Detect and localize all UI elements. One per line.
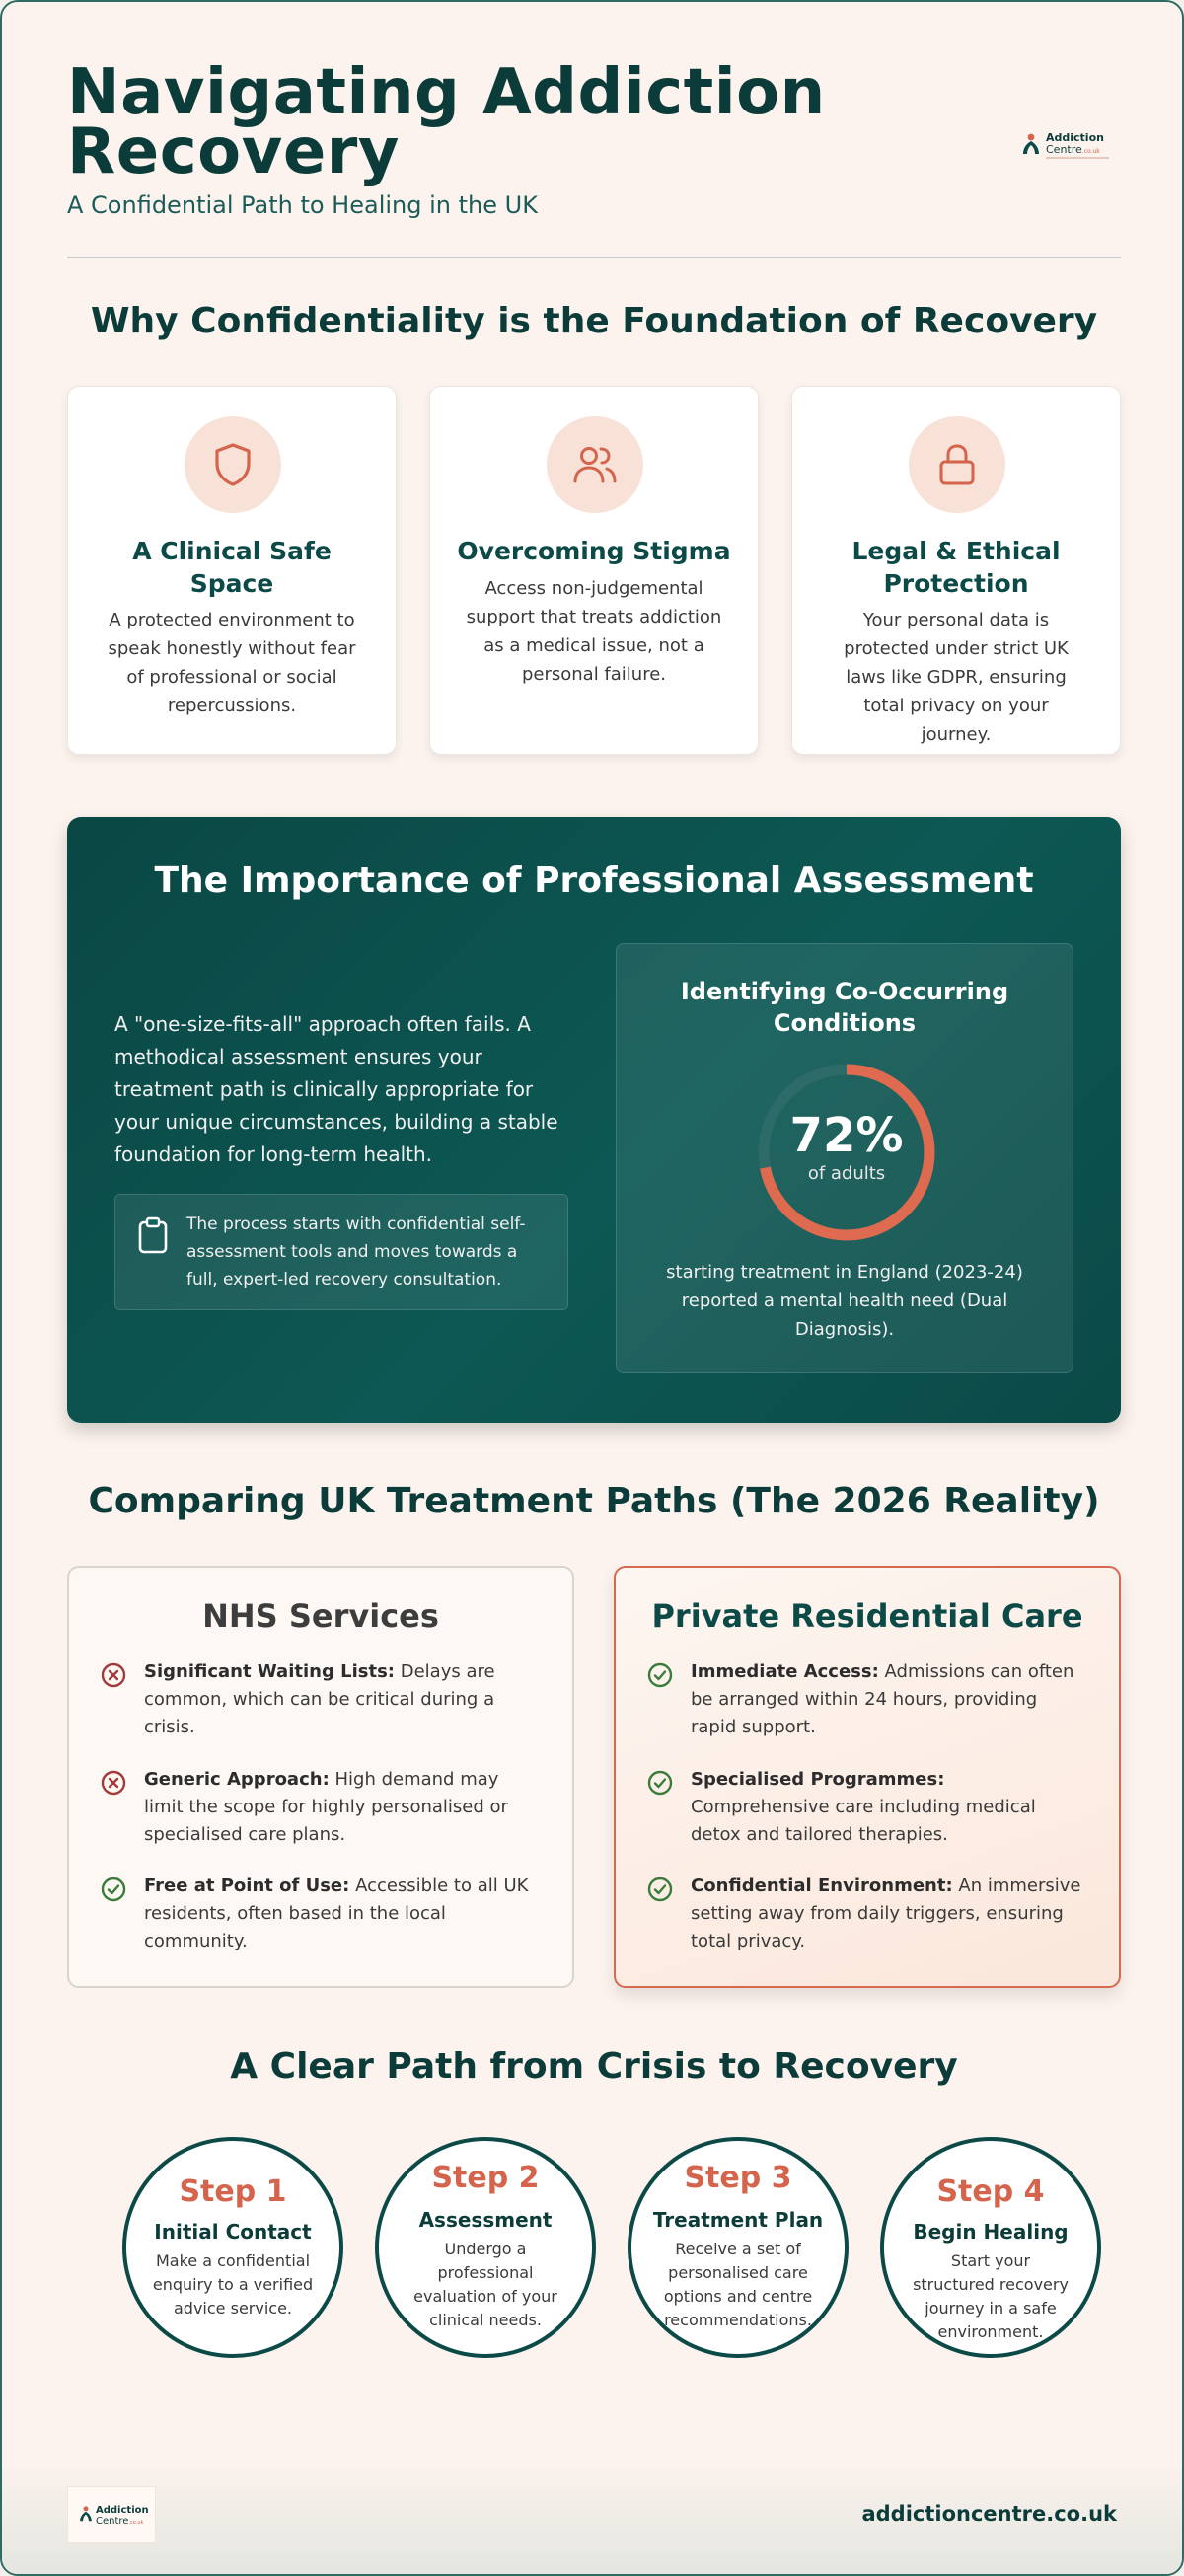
assessment-panel xyxy=(67,817,1121,1423)
card-title: A Clinical Safe Space xyxy=(132,537,332,598)
card-icon-circle xyxy=(909,416,1005,513)
brand-logo[interactable] xyxy=(1020,128,1115,162)
step-3 xyxy=(628,2137,849,2358)
users-icon xyxy=(570,440,620,489)
nhs-item-text: Free at Point of Use: Accessible to all UK residents, often based in the local community. xyxy=(144,1876,529,1951)
step-2 xyxy=(375,2137,596,2358)
card-overcoming-stigma xyxy=(429,386,759,755)
step-text: Start your structured recovery journey in a safe environment. xyxy=(913,2251,1069,2341)
card-legal-ethical-protection xyxy=(791,386,1121,755)
step-text: Make a confidential enquiry to a verified advice service. xyxy=(152,2251,314,2318)
step-title: Begin Healing xyxy=(913,2220,1069,2244)
confidentiality-cards xyxy=(67,386,1121,755)
cross-icon xyxy=(101,1770,126,1796)
step-4 xyxy=(880,2137,1101,2358)
card-text: A protected environment to speak honestly without fear of professional or social repercussions. xyxy=(108,610,356,716)
nhs-item-text: Generic Approach: High demand may limit the scope for highly personalised or specialised care plans. xyxy=(144,1769,508,1845)
step-number: Step 1 xyxy=(179,2174,287,2209)
assessment-paragraph: A "one-size-fits-all" approach often fails. A methodical assessment ensures your treatment path is clinically appropriate for your unique circumstances, building a stable foundation for long-term health. xyxy=(114,1012,558,1166)
check-icon xyxy=(647,1877,673,1902)
card-title: Overcoming Stigma xyxy=(457,537,731,565)
cross-icon xyxy=(101,1662,126,1688)
stat-title: Identifying Co-Occurring Conditions xyxy=(680,978,1009,1037)
path-heading: A Clear Path from Crisis to Recovery xyxy=(230,2046,958,2087)
step-number: Step 3 xyxy=(684,2161,792,2195)
step-1 xyxy=(122,2137,343,2358)
step-text: Receive a set of personalised care options and centre recommendations. xyxy=(663,2240,813,2329)
nhs-title: NHS Services xyxy=(202,1597,439,1635)
stat-value: 72% xyxy=(789,1108,904,1163)
clipboard-icon xyxy=(137,1216,169,1254)
footer-logo[interactable] xyxy=(67,2486,156,2543)
card-title: Legal & Ethical Protection xyxy=(851,537,1061,598)
logo-text-line1: Addiction xyxy=(1046,131,1104,144)
card-text: Access non-judgemental support that treats addiction as a medical issue, not a personal failure. xyxy=(466,578,722,685)
step-title: Initial Contact xyxy=(154,2220,312,2244)
step-title: Treatment Plan xyxy=(652,2208,824,2232)
logo-text-line1: Addiction xyxy=(96,2505,149,2516)
card-icon-circle xyxy=(547,416,643,513)
card-text: Your personal data is protected under strict UK laws like GDPR, ensuring total privacy on your journey. xyxy=(844,610,1069,745)
card-clinical-safe-space xyxy=(67,386,397,755)
private-item-text: Specialised Programmes: Comprehensive care including medical detox and tailored therapies. xyxy=(691,1769,1036,1845)
private-title: Private Residential Care xyxy=(651,1597,1083,1635)
lock-icon xyxy=(932,440,982,489)
private-item-text: Immediate Access: Admissions can often be arranged within 24 hours, providing rapid support. xyxy=(691,1661,1074,1737)
logo-mark-icon xyxy=(78,2505,94,2523)
assessment-note-text: The process starts with confidential self-assessment tools and moves towards a full, expert-led recovery consultation. xyxy=(186,1214,526,1289)
private-item-text: Confidential Environment: An immersive setting away from daily triggers, ensuring total privacy. xyxy=(691,1876,1081,1951)
check-icon xyxy=(647,1662,673,1688)
card-icon-circle xyxy=(185,416,281,513)
step-text: Undergo a professional evaluation of your clinical needs. xyxy=(413,2240,557,2329)
logo-mark-icon xyxy=(1020,132,1042,156)
page-subtitle: A Confidential Path to Healing in the UK xyxy=(67,191,538,219)
stat-unit: of adults xyxy=(807,1163,886,1184)
footer-website-link[interactable]: addictioncentre.co.uk xyxy=(861,2502,1117,2526)
check-icon xyxy=(101,1877,126,1902)
logo-tagline-line xyxy=(1046,157,1109,159)
logo-text-line2: Centre.co.uk xyxy=(96,2516,144,2527)
shield-icon xyxy=(208,440,258,489)
header-divider xyxy=(67,257,1121,258)
assessment-note xyxy=(114,1194,568,1310)
nhs-services-panel xyxy=(67,1566,574,1988)
assessment-heading: The Importance of Professional Assessment xyxy=(154,860,1034,901)
page-header xyxy=(67,56,1121,221)
private-care-panel xyxy=(614,1566,1121,1988)
confidentiality-heading: Why Confidentiality is the Foundation of Recovery xyxy=(90,301,1098,341)
logo-text-line2: Centre.co.uk xyxy=(1046,143,1100,156)
step-number: Step 4 xyxy=(936,2174,1045,2209)
check-icon xyxy=(647,1770,673,1796)
stat-caption: starting treatment in England (2023-24) reported a mental health need (Dual Diagnosis). xyxy=(666,1262,1023,1340)
step-number: Step 2 xyxy=(431,2161,540,2195)
nhs-item-text: Significant Waiting Lists: Delays are common, which can be critical during a crisis. xyxy=(144,1661,495,1737)
dual-diagnosis-stat xyxy=(616,943,1073,1373)
step-title: Assessment xyxy=(418,2208,553,2232)
page-title: Navigating Addiction Recovery xyxy=(67,56,826,188)
comparison-heading: Comparing UK Treatment Paths (The 2026 Reality) xyxy=(88,1481,1100,1521)
